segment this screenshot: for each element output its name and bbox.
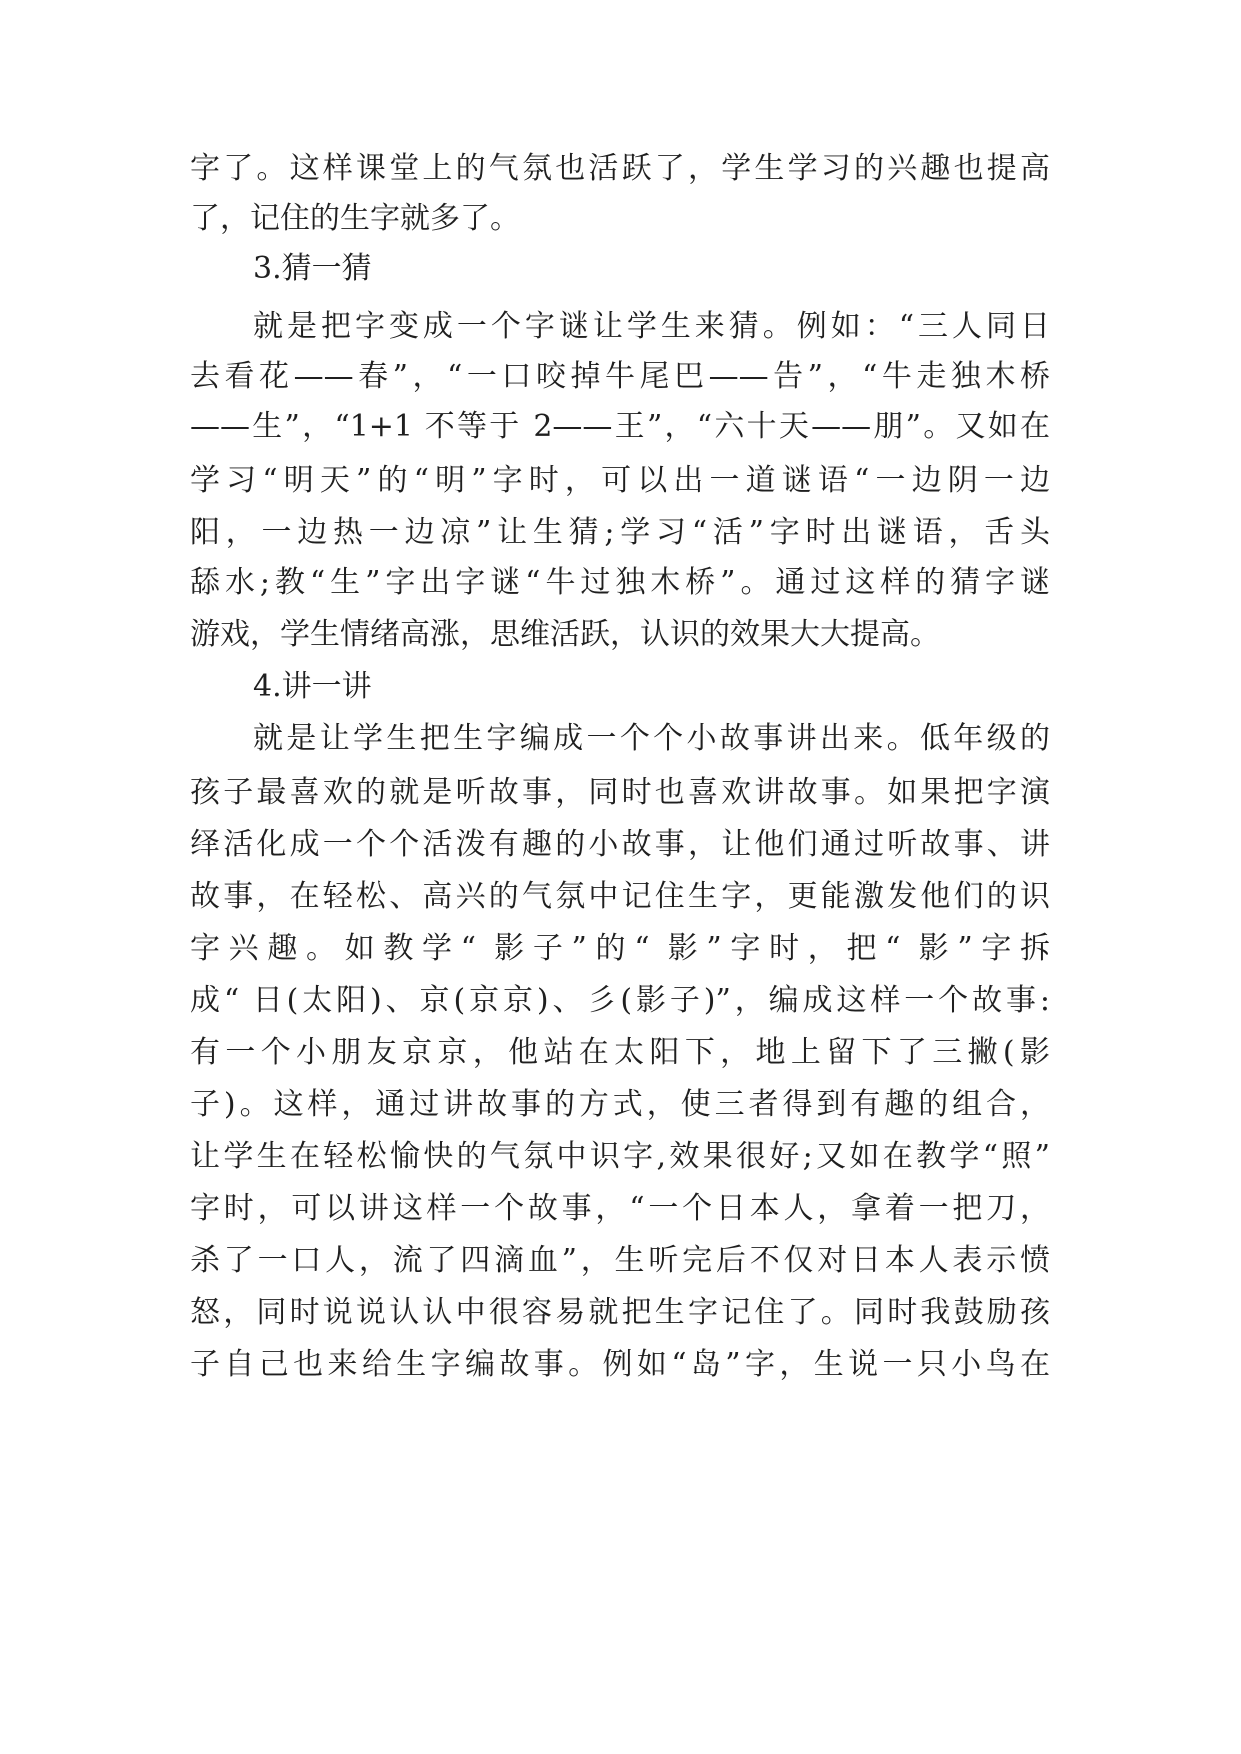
text-line: 绎活化成一个个活泼有趣的小故事，让他们通过听故事、讲	[190, 827, 1050, 862]
text-line: 字兴趣。如教学“ 影子”的“ 影”字时，把“ 影”字拆	[190, 931, 1050, 966]
text-line: 了，记住的生字就多了。	[190, 201, 520, 236]
text-line: 故事，在轻松、高兴的气氛中记住生字，更能激发他们的识	[190, 879, 1050, 914]
text-line: 阳，一边热一边凉”让生猜;学习“活”字时出谜语，舌头	[190, 515, 1050, 550]
text-line: 孩子最喜欢的就是听故事，同时也喜欢讲故事。如果把字演	[190, 775, 1050, 810]
text-line: 让学生在轻松愉快的气氛中识字,效果很好;又如在教学“照”	[190, 1139, 1050, 1174]
text-line: 子)。这样，通过讲故事的方式，使三者得到有趣的组合，	[190, 1087, 1050, 1122]
paragraph-first-line: 就是把字变成一个字谜让学生来猜。例如：“三人同日	[253, 309, 1050, 344]
text-line: 字时，可以讲这样一个故事，“一个日本人，拿着一把刀，	[190, 1191, 1050, 1226]
text-line: 去看花——春”，“一口咬掉牛尾巴——告”，“牛走独木桥	[190, 359, 1050, 394]
text-line: 有一个小朋友京京，他站在太阳下，地上留下了三撇(影	[190, 1035, 1050, 1070]
text-line: ——生”，“1+1 不等于 2——王”，“六十天——朋”。又如在	[190, 409, 1050, 444]
text-line: 游戏，学生情绪高涨，思维活跃，认识的效果大大提高。	[190, 617, 940, 652]
text-line: 杀了一口人，流了四滴血”，生听完后不仅对日本人表示愤	[190, 1243, 1050, 1278]
section-heading: 3.猜一猜	[253, 251, 372, 286]
text-line: 字了。这样课堂上的气氛也活跃了，学生学习的兴趣也提高	[190, 151, 1050, 186]
text-line: 舔水;教“生”字出字谜“牛过独木桥”。通过这样的猜字谜	[190, 565, 1050, 600]
paragraph-first-line: 就是让学生把生字编成一个个小故事讲出来。低年级的	[253, 721, 1050, 756]
text-line: 成“ 日(太阳)、京(京京)、彡(影子)”，编成这样一个故事:	[190, 983, 1050, 1018]
text-line: 子自己也来给生字编故事。例如“岛”字，生说一只小鸟在	[190, 1347, 1050, 1382]
text-line: 怒，同时说说认认中很容易就把生字记住了。同时我鼓励孩	[190, 1295, 1050, 1330]
text-line: 学习“明天”的“明”字时，可以出一道谜语“一边阴一边	[190, 463, 1050, 498]
section-heading: 4.讲一讲	[253, 669, 372, 704]
